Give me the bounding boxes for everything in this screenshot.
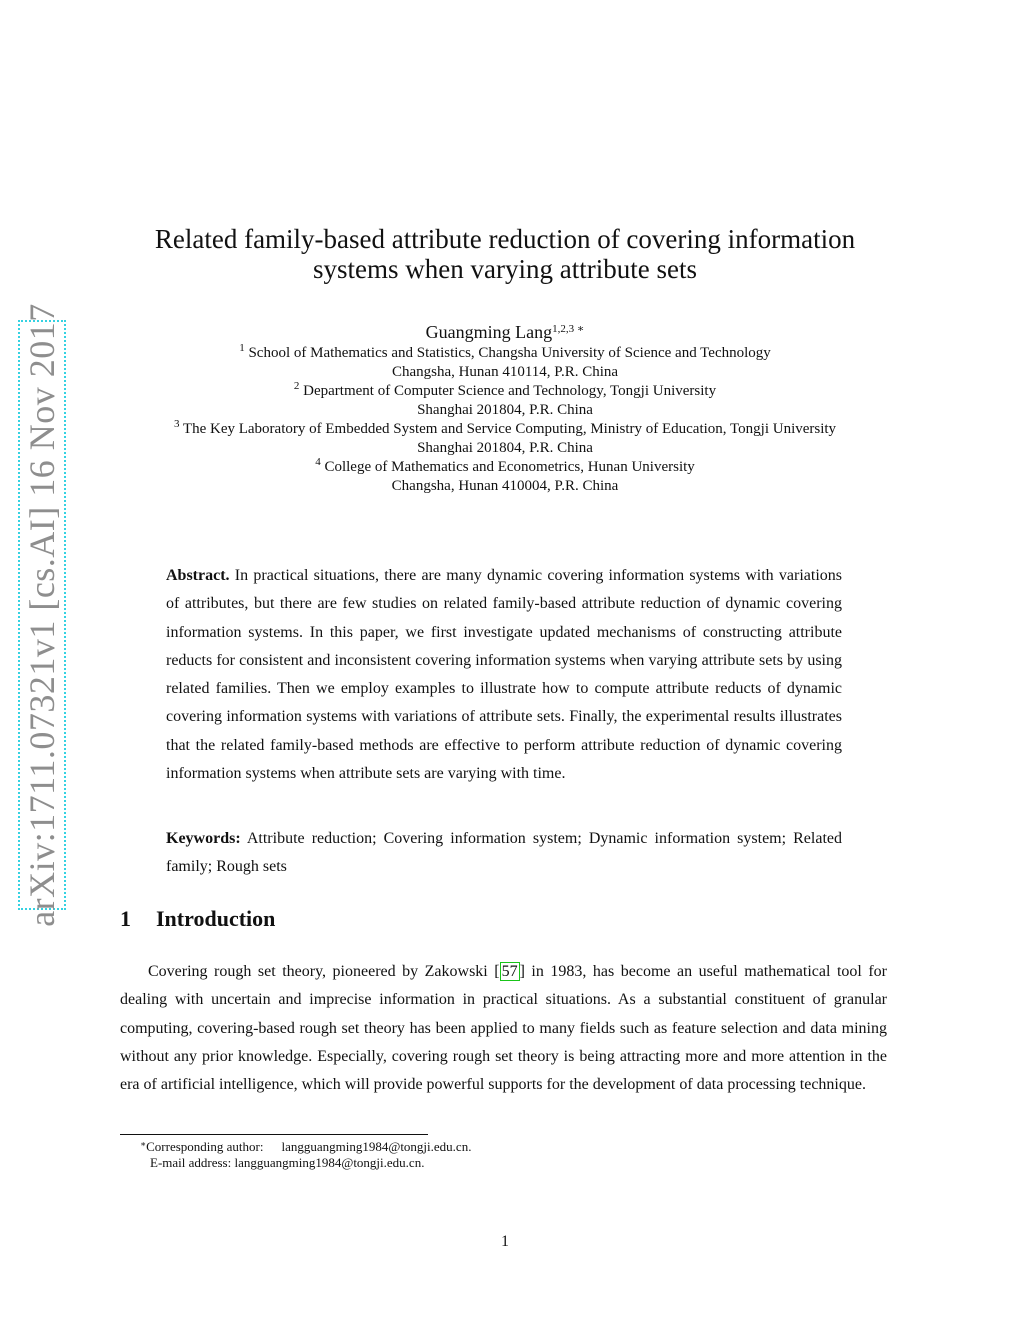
affiliation-num: 1 [239,342,245,354]
affiliation-line: Department of Computer Science and Technology, Tongji University [303,383,717,399]
affiliation-address: Changsha, Hunan 410004, P.R. China [391,478,619,494]
affiliation-num: 2 [293,380,300,392]
title-line-1: Related family-based attribute reduction of covering information [154,224,856,254]
arxiv-stamp[interactable] [18,303,66,927]
affiliation-2 [110,382,900,401]
section-title: Introduction [156,906,276,931]
citation-link[interactable]: 57 [501,963,518,980]
affiliations [110,344,900,496]
author-corresponding-mark: ∗ [576,323,585,335]
intro-paragraph [120,958,887,1099]
intro-text-after: ] in 1983, has become an useful mathematical tool for dealing with uncertain and imprecise information in practical situations. As a substantial constituent of granular computing, covering-based rough set theory has been applied to many fields such as feature selection and data mining without any prior knowledge. Especially, covering rough set theory is being attracting more and more attention in the era of artificial intelligence, which will provide powerful supports for the development of data processing technique. [120,963,887,1094]
title-line-2: systems when varying attribute sets [313,254,697,284]
affiliation-line: The Key Laboratory of Embedded System and Service Computing, Ministry of Education, Tongji University [182,421,837,437]
author-name: Guangming Lang [425,322,553,342]
affiliation-address: Shanghai 201804, P.R. China [417,440,593,456]
footnote-corresponding-email: langguangming1984@tongji.edu.cn. [281,1139,472,1154]
affiliation-address: Shanghai 201804, P.R. China [417,402,593,418]
affiliation-address: Changsha, Hunan 410114, P.R. China [391,364,619,380]
abstract-label: Abstract. [166,567,230,584]
affiliation-1 [110,344,900,363]
author-line [110,321,900,343]
footnote-corresponding [140,1139,471,1155]
footnote-divider [120,1134,428,1135]
intro-text-before: Covering rough set theory, pioneered by Zakowski [ [148,963,500,980]
footnote-email: E-mail address: langguangming1984@tongji.edu.cn. [150,1155,425,1170]
author-affil-sup: 1,2,3 [552,323,575,335]
footnote-mark: ∗ [140,1139,147,1149]
footnotes [140,1139,471,1171]
affiliation-4 [110,458,900,477]
keywords [166,825,842,882]
keywords-text: Attribute reduction; Covering information system; Dynamic information system; Related family; Rough sets [166,830,842,876]
affiliation-line: School of Mathematics and Statistics, Changsha University of Science and Technology [248,345,771,361]
paper-title [110,224,900,284]
affiliation-num: 4 [315,456,321,468]
abstract [166,562,842,788]
page-number: 1 [501,1233,509,1250]
arxiv-stamp-text: arXiv:1711.07321v1 [cs.AI] 16 Nov 2017 [22,303,62,927]
affiliation-num: 3 [173,418,180,430]
footnote-corresponding-label: Corresponding author: [146,1139,264,1154]
keywords-label: Keywords: [166,830,241,847]
affiliation-3 [110,420,900,439]
section-heading [120,904,275,934]
abstract-text: In practical situations, there are many dynamic covering information systems with variations of attributes, but there are few studies on related family-based attribute reduction of dynamic covering information systems. In this paper, we first investigate updated mechanisms of constructing attribute reducts for consistent and inconsistent covering information systems when varying attribute sets by using related families. Then we employ examples to illustrate how to compute attribute reducts of dynamic covering information systems with variations of attribute sets. Finally, the experimental results illustrates that the related family-based methods are effective to perform attribute reduction of dynamic covering information systems when attribute sets are varying with time. [166,567,843,783]
section-number: 1 [120,906,131,931]
affiliation-line: College of Mathematics and Econometrics, Hunan University [324,459,695,475]
